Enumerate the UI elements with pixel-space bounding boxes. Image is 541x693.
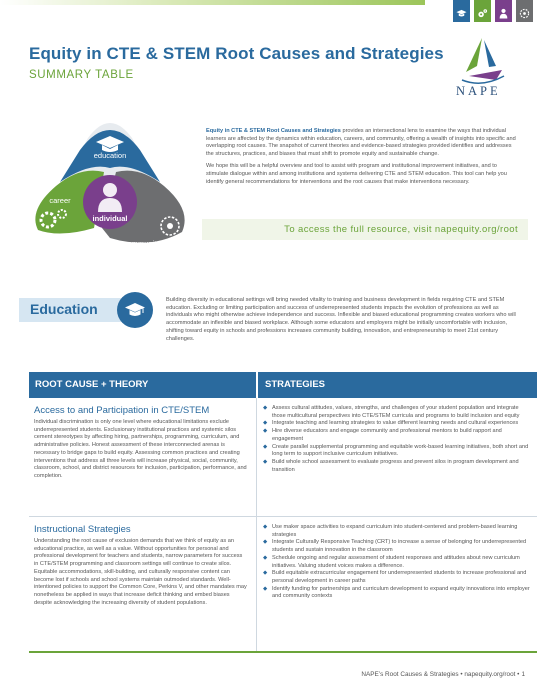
- footer-text: NAPE’s Root Causes & Strategies • napequity.org/root •: [361, 671, 520, 678]
- page-subtitle: SUMMARY TABLE: [29, 69, 134, 81]
- top-icon-row: [453, 0, 533, 22]
- logo-text: NAPE: [456, 84, 501, 98]
- top-bar: [0, 0, 541, 28]
- strategy-item: ◆ Use maker space activities to expand curriculum into student-centered and problem-based learning strategies: [263, 524, 518, 538]
- strategy-item: ◆ Hire diverse educators and engage community and professional mentors to build rapport and engagement: [263, 428, 502, 442]
- triangle-label-community: community: [123, 239, 161, 248]
- strategy-item: ◆ Schedule ongoing and regular assessment of student responses and attitudes about new curriculum initiatives. Valuing student voices makes a difference.: [263, 554, 520, 569]
- graduation-cap-icon: [124, 300, 146, 320]
- education-heading: Education: [30, 301, 98, 317]
- table-row-2-root-cause: [34, 524, 248, 607]
- triangle-label-education: education: [93, 151, 127, 160]
- community-icon: [516, 0, 533, 22]
- table-bottom-rule: [29, 651, 537, 653]
- bullet-icon: ◆: [263, 420, 268, 427]
- bullet-icon: ◆: [263, 428, 268, 435]
- row-2-heading: Instructional Strategies: [34, 524, 131, 535]
- table-header-strategies: STRATEGIES: [257, 372, 537, 398]
- intro-bold: Equity in CTE & STEM Root Causes and Strategies: [206, 128, 341, 134]
- strategy-item: ◆ Integrate teaching and learning strategies to value different learning needs and cultural experiences: [263, 420, 519, 427]
- row-2-text: Understanding the root cause of exclusion demands that we think of equity as an educational practice, as well as a value. Without opportunities for personal and professional development for teachers and students, narrow parameters for success in CTE/STEM programming and classroom settings will continue to create silos. Equitable accommodations, skill-building, and culturally responsive content can become lost if schools and school systems maintain outmoded standards. Well-intentioned policies to support the Common Core, Perkins V, and other mandates may nonetheless be applied in ways that increase deficit thinking and embed biases despite acknowledging the increasing diversity of student populations.: [34, 538, 247, 606]
- bullet-icon: ◆: [263, 458, 268, 465]
- bullet-icon: ◆: [263, 554, 268, 561]
- education-description: Building diversity in educational settings will bring needed vitality to training and business development in fields requiring CTE and STEM education. Excluding or limiting participation and success of underrepresented students impacts the evolution of professions as well as individuals who might otherwise achieve independence and success. Inflexible and biased educational programming creates workers who will accommodate an inflexible and biased workplace. Although some educators and employers might be initially uncomfortable with inclusion, shifting toward equity in schools and professions increases community building, innovation, and entrepreneurship to meet 21st century challenges.: [166, 297, 516, 342]
- strategy-item: ◆ Assess cultural attitudes, values, strengths, and challenges of your student population and integrate those multicultural perspectives into CTE/STEM curricula and programs to build inclusion and equity: [263, 405, 520, 419]
- page-title: Equity in CTE & STEM Root Causes and Strategies: [29, 44, 444, 63]
- intro-p1: provides an intersectional lens to examine the ways that individual learners are affected by the dynamics within education, careers, and community, offering a wealth of insights into specific and overlapping root causes. The snapshot of current theories and evidence-based strategies provided identifies and addresses the structures, practices, and biases that must shift to promote equity and sustainable change.: [206, 128, 516, 157]
- intro-text: [206, 128, 516, 191]
- page-footer: [361, 671, 525, 678]
- table-row-2-strategies: [261, 524, 531, 601]
- top-gradient-strip: [0, 0, 425, 5]
- bullet-icon: ◆: [263, 524, 268, 530]
- table-row-divider: [29, 516, 537, 517]
- intro-paragraph-1: [206, 128, 516, 158]
- bullet-icon: ◆: [263, 539, 268, 546]
- table-header-root-cause: ROOT CAUSE + THEORY: [29, 372, 256, 398]
- table-column-divider: [256, 398, 257, 651]
- access-banner-link[interactable]: To access the full resource, visit napequity.org/root: [202, 219, 528, 240]
- education-circle: [117, 292, 153, 328]
- triangle-label-individual: individual: [92, 214, 128, 223]
- table-row-1-strategies: [261, 405, 531, 474]
- bullet-icon: ◆: [263, 405, 268, 411]
- strategy-item: ◆ Integrate Culturally Responsive Teaching (CRT) to increase a sense of belonging for underrepresented students and sustain innovation in the classroom: [263, 539, 527, 554]
- strategy-item: ◆ Build equitable extracurricular engagement for underrepresented students to increase professional and personal development in career paths: [263, 570, 527, 584]
- triangle-label-career: career: [49, 196, 71, 205]
- bullet-icon: ◆: [263, 443, 268, 450]
- row-1-text: Individual discrimination is only one level where educational limitations exclude underrepresented students. Exclusionary institutional practices and systemic silos cement stereotypes by affecting hiring, partnerships, programming, curriculum, and administrative policies. Honest assessment of these interconnected arenas is necessary to bridge gaps to build equity. Assessing common practices and creating interventions that address all three levels will increase physical, social, community, classroom, school, and district resources for inclusion, participation, performance, and completion.: [34, 419, 247, 479]
- graduation-cap-icon: [453, 0, 470, 22]
- bullet-icon: ◆: [263, 585, 268, 592]
- intro-paragraph-2: We hope this will be a helpful overview and tool to assist with program and institutional improvement initiatives, and to stimulate dialogue within and among institutions and systems delivering CTE and STEM education. This tool can help you identify general recommendations for interventions and the root causes that make interventions necessary.: [206, 163, 507, 185]
- equity-triangle-graphic: [20, 110, 200, 270]
- strategy-item: ◆ Build whole school assessment to evaluate progress and prevent silos in program development and transition: [263, 458, 519, 473]
- gears-icon: [474, 0, 491, 22]
- strategy-item: ◆ Create parallel supplemental programming and equitable work-based learning initiatives, both short and long term to support inclusive curriculum initiatives.: [263, 443, 529, 458]
- strategy-item: ◆ Identify funding for partnerships and curriculum development to expand equity innovations into employer and community contexts: [263, 585, 530, 600]
- bullet-icon: ◆: [263, 570, 268, 577]
- row-1-heading: Access to and Participation in CTE/STEM: [34, 405, 210, 416]
- person-icon: [495, 0, 512, 22]
- table-row-1-root-cause: [34, 405, 248, 481]
- page-number: 1: [521, 671, 525, 678]
